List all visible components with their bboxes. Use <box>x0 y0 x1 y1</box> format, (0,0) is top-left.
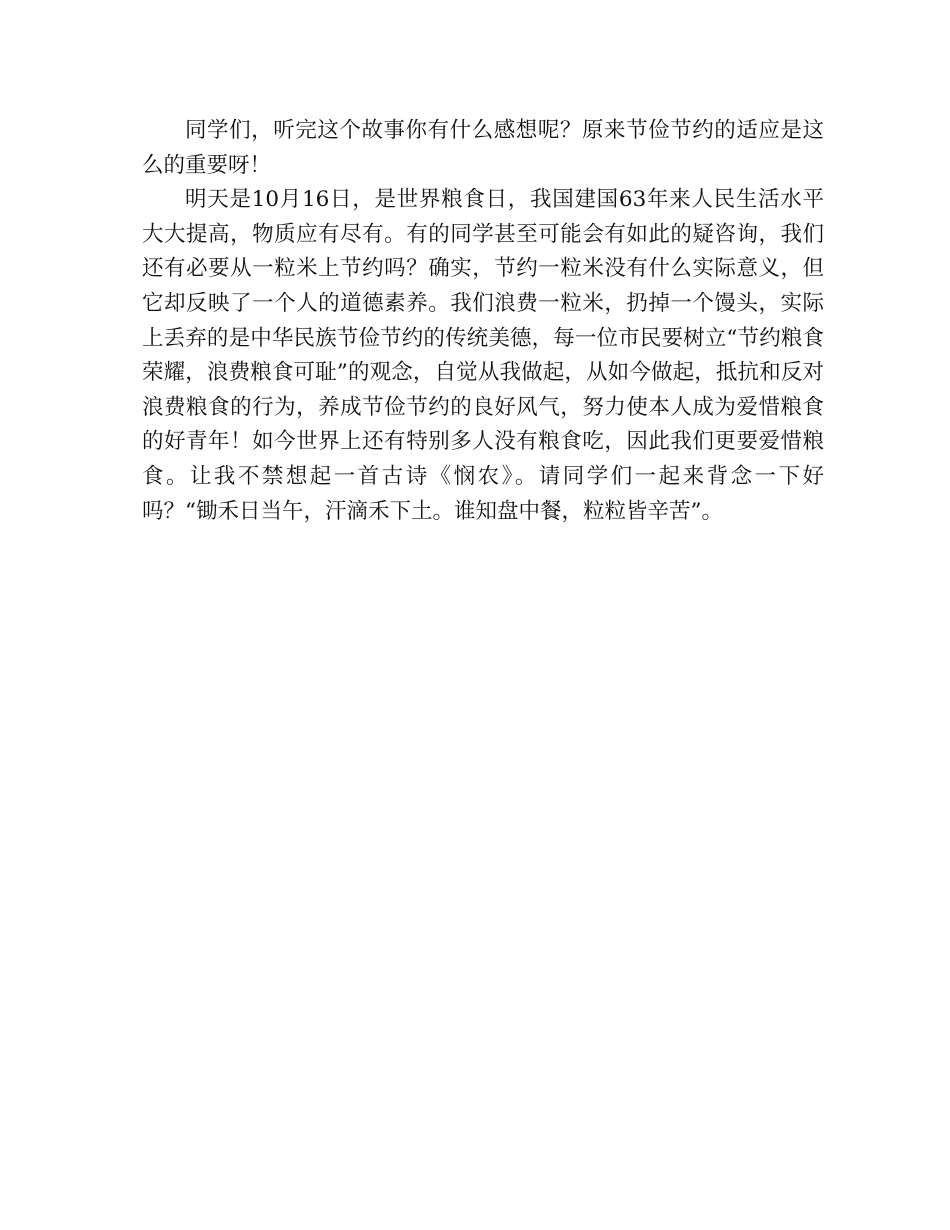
paragraph-reflection: 同学们，听完这个故事你有什么感想呢？原来节俭节约的适应是这么的重要呀！ <box>142 118 824 178</box>
paragraph-world-food-day: 明天是10月16日，是世界粮食日，我国建国63年来人民生活水平大大提高，物质应有尽有。有的同学甚至可能会有如此的疑咨询，我们还有必要从一粒米上节约吗？确实，节约一粒米没有什么实际意义，但它却反映了一个人的道德素养。我们浪费一粒米，扔掉一个馒头，实际上丢弃的是中华民族节俭节约的传统美德，每一位市民要树立“节约粮食荣耀，浪费粮食可耻”的观念，自觉从我做起，从如今做起，抵抗和反对浪费粮食的行为，养成节俭节约的良好风气，努力使本人成为爱惜粮食的好青年！如今世界上还有特别多人没有粮食吃，因此我们更要爱惜粮食。让我不禁想起一首古诗《悯农》。请同学们一起来背念一下好吗？“锄禾日当午，汗滴禾下土。谁知盘中餐，粒粒皆辛苦”。 <box>142 187 824 524</box>
document-body <box>142 114 824 529</box>
